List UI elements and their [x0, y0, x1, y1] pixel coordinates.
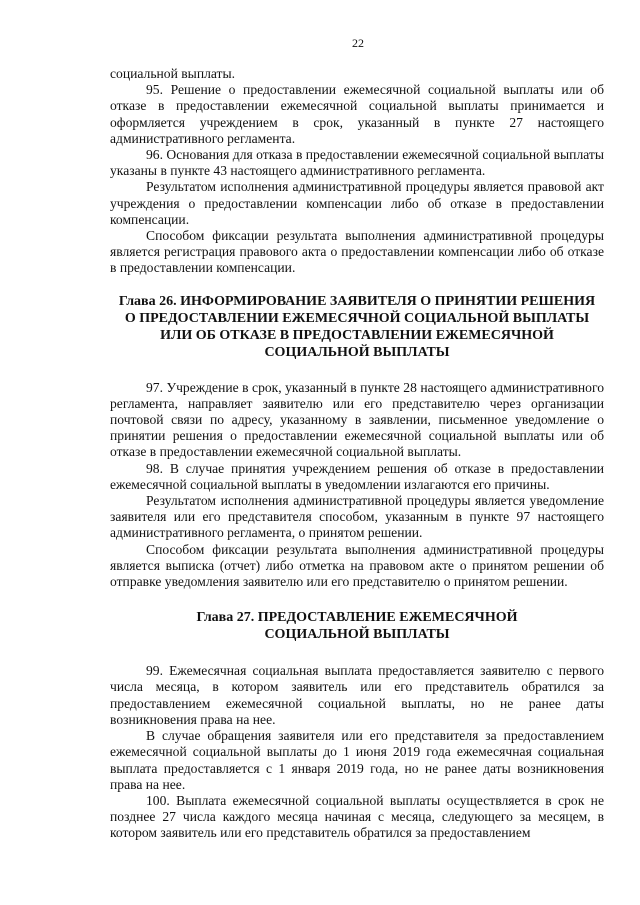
paragraph-continuation: социальной выплаты.: [110, 66, 236, 81]
paragraph-100: 100. Выплата ежемесячной социальной выплаты осуществляется в срок не позднее 27 числа каждого месяца начиная с месяца, следующего за месяцем, в котором заявитель или его представитель обратился за предоставлением: [110, 792, 604, 841]
chapter-26-heading: Глава 26. ИНФОРМИРОВАНИЕ ЗАЯВИТЕЛЯ О ПРИНЯТИИ РЕШЕНИЯ О ПРЕДОСТАВЛЕНИИ ЕЖЕМЕСЯЧНОЙ СОЦИАЛЬНОЙ ВЫПЛАТЫ ИЛИ ОБ ОТКАЗЕ В ПРЕДОСТАВЛЕНИИ ЕЖЕМЕСЯЧНОЙ СОЦИАЛЬНОЙ ВЫПЛАТЫ: [118, 293, 596, 360]
page-number: 22: [352, 36, 364, 50]
chapter-27-heading-line-1: Глава 27. ПРЕДОСТАВЛЕНИЕ ЕЖЕМЕСЯЧНОЙ: [196, 610, 518, 626]
paragraph-fixation: Способом фиксации результата выполнения административной процедуры является регистрация правового акта о предоставлении компенсации либо об отказе в предоставлении компенсации.: [110, 228, 604, 276]
paragraph-97: 97. Учреждение в срок, указанный в пункте 28 настоящего административного регламента, направляет заявителю или его представителю через организации почтовой связи по адресу, указанному в заявлении, письменное уведомление о принятии решения о предоставлении ежемесячной социальной выплаты или об отказе в предоставлении ежемесячной социальной выплаты.: [110, 379, 604, 460]
paragraph-98: 98. В случае принятия учреждением решения об отказе в предоставлении ежемесячной социальной выплаты в уведомлении излагаются его причины.: [110, 460, 604, 492]
paragraph-result-26: Результатом исполнения административной процедуры является уведомление заявителя или его представителя способом, указанным в пункте 97 настоящего административного регламента, о принятом решении.: [110, 493, 604, 541]
chapter-27-heading-line-2: СОЦИАЛЬНОЙ ВЫПЛАТЫ: [264, 627, 450, 643]
paragraph-95: 95. Решение о предоставлении ежемесячной социальной выплаты или об отказе в предоставлении ежемесячной социальной выплаты принимается и оформляется учреждением в срок, указанный в пункте 27 настоящего административного регламента.: [110, 82, 604, 146]
chapter-27-heading: [110, 609, 604, 643]
paragraph-result: Результатом исполнения административной процедуры является правовой акт учреждения о предоставлении компенсации либо об отказе в предоставлении компенсации.: [110, 179, 604, 227]
paragraph-99: 99. Ежемесячная социальная выплата предоставляется заявителю с первого числа месяца, в котором заявитель или его представитель обратился за предоставлением ежемесячной социальной выплаты, но не ранее даты возникновения права на нее.: [110, 663, 604, 727]
paragraph-99-appeal: В случае обращения заявителя или его представителя за предоставлением ежемесячной социальной выплаты до 1 июня 2019 года ежемесячная социальная выплата предоставляется с 1 января 2019 года, но не ранее даты возникновения права на нее.: [110, 728, 604, 792]
paragraph-96: 96. Основания для отказа в предоставлении ежемесячной социальной выплаты указаны в пункте 43 настоящего административного регламента.: [110, 147, 604, 179]
paragraph-fixation-26: Способом фиксации результата выполнения административной процедуры является выписка (отчет) либо отметка на правовом акте о принятом решении об отправке уведомления заявителю или его представителю о принятом решении.: [110, 541, 604, 590]
